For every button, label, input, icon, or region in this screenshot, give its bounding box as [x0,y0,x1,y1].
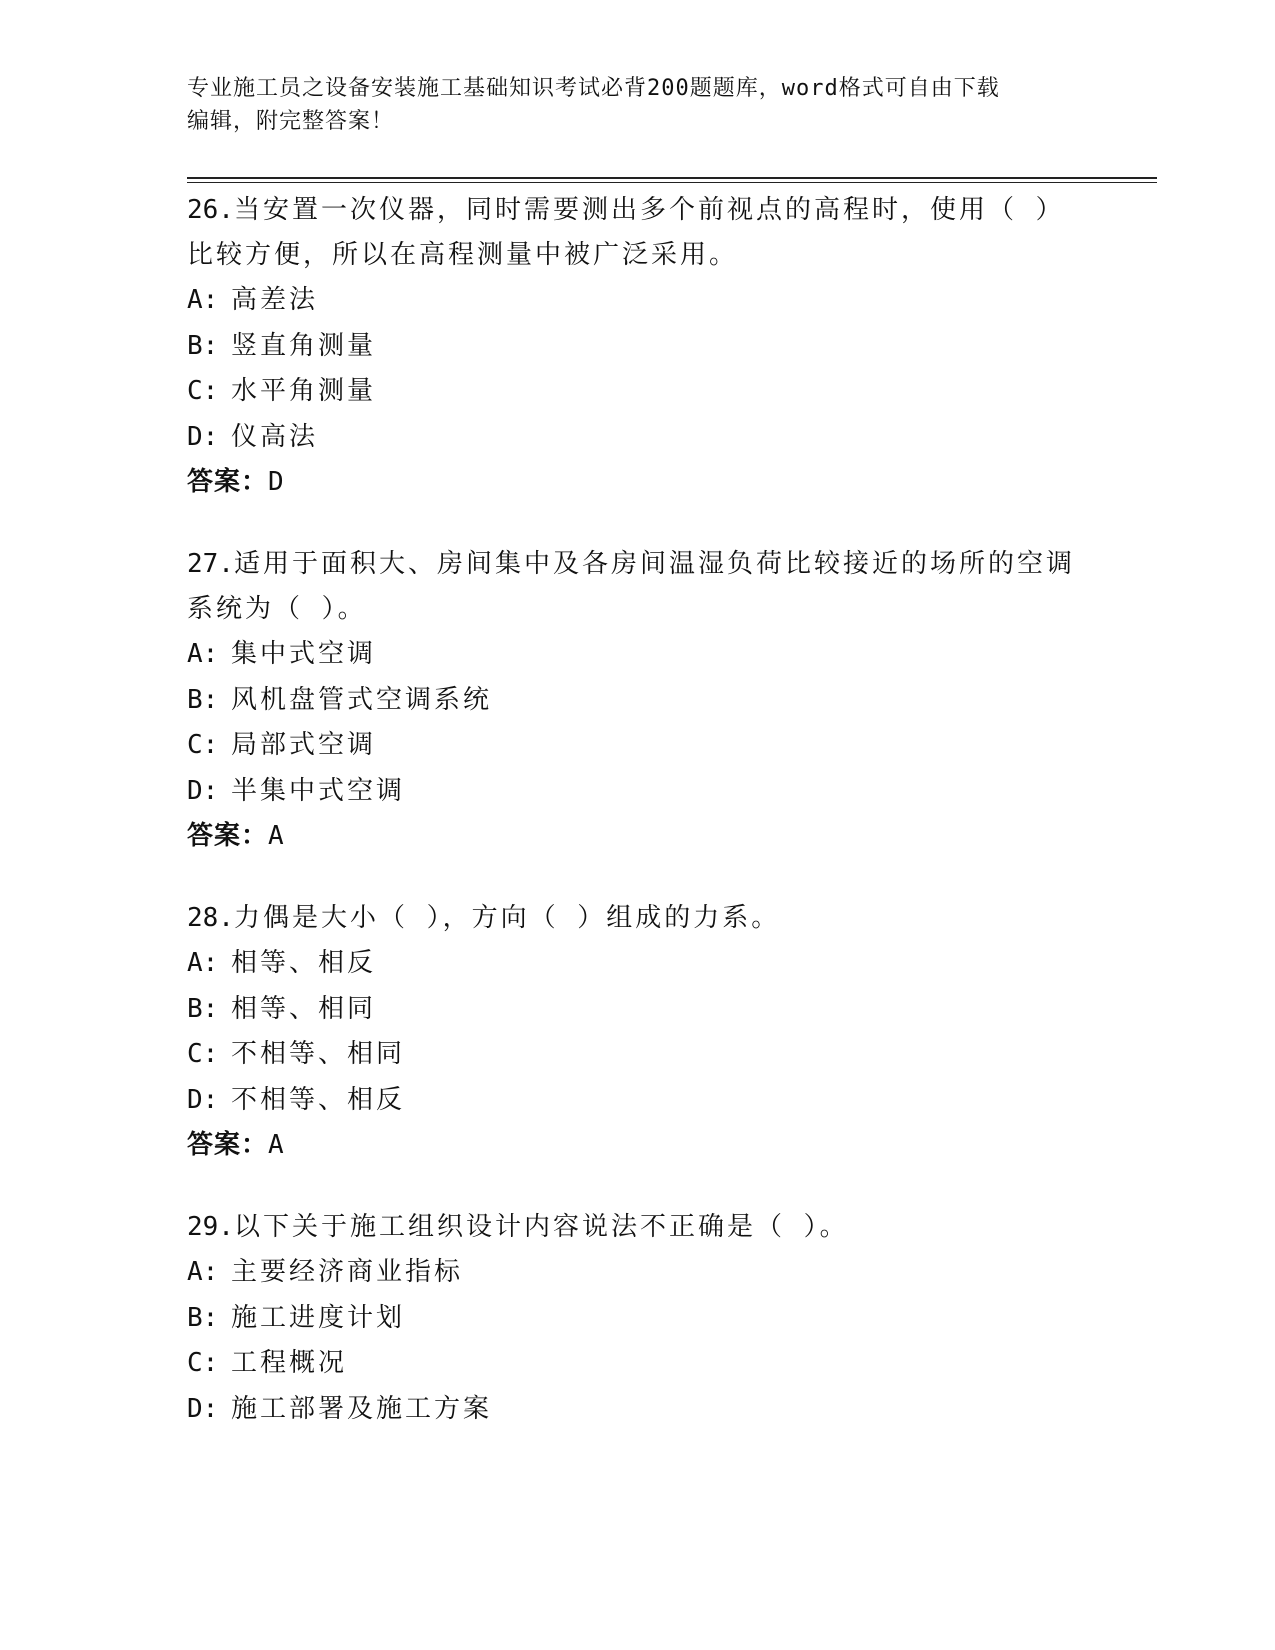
option-d [187,1387,1087,1433]
option-key: A: [187,1257,219,1287]
option-b [187,987,1087,1033]
question-text-line-1: 以下关于施工组织设计内容说法不正确是（ ）。 [233,1212,849,1242]
header-title-line-2: 编辑，附完整答案！ [187,109,395,134]
option-key: C: [187,1039,219,1069]
option-text: 水平角测量 [231,376,377,406]
option-d [187,415,1087,461]
option-a [187,632,1087,678]
option-key: C: [187,730,219,760]
option-text: 施工进度计划 [231,1302,406,1333]
option-text: 工程概况 [231,1348,348,1378]
option-d [187,1078,1087,1124]
question-27 [187,542,1087,859]
header-divider-thick [187,177,1157,179]
question-29 [187,1205,1087,1432]
question-28 [187,896,1087,1168]
option-key: D: [187,775,219,806]
option-a [187,941,1087,987]
answer-line [187,814,1087,859]
question-stem [187,188,1087,233]
option-text: 半集中式空调 [231,775,406,806]
option-c [187,1341,1087,1387]
option-key: A: [187,285,219,315]
option-key: D: [187,1393,219,1424]
answer-label: 答案： [187,1130,269,1160]
question-text-line-2: 比较方便，所以在高程测量中被广泛采用。 [187,240,739,270]
question-number: 26. [187,195,234,225]
option-text: 施工部署及施工方案 [231,1393,493,1424]
option-text: 局部式空调 [231,730,377,760]
question-number: 27. [187,549,234,579]
question-text-line-1: 力偶是大小（ ），方向（ ）组成的力系。 [233,903,781,933]
header-title-line-1: 专业施工员之设备安装施工基础知识考试必背200题题库，word格式可自由下载 [187,76,1000,101]
document-header [187,72,1067,138]
option-text: 不相等、相同 [231,1039,406,1069]
question-26 [187,188,1087,505]
question-stem [187,542,1087,587]
option-b [187,1296,1087,1342]
option-key: B: [187,1302,219,1333]
header-divider-thin [187,182,1157,183]
option-key: D: [187,1084,219,1115]
question-stem [187,896,1087,941]
option-a [187,1250,1087,1296]
question-list [187,188,1087,1469]
option-text: 竖直角测量 [231,330,377,361]
answer-line [187,460,1087,505]
option-key: D: [187,421,219,452]
option-d [187,769,1087,815]
option-b [187,324,1087,370]
option-c [187,369,1087,415]
question-number: 28. [187,903,234,933]
option-c [187,723,1087,769]
answer-label: 答案： [187,821,269,851]
answer-value: D [268,467,285,497]
question-text-line-1: 当安置一次仪器，同时需要测出多个前视点的高程时，使用（ ） [233,195,1065,225]
question-text-line-2: 系统为（ ）。 [187,594,367,624]
option-text: 不相等、相反 [231,1084,406,1115]
option-a [187,278,1087,324]
option-text: 风机盘管式空调系统 [231,684,493,715]
option-c [187,1032,1087,1078]
option-text: 相等、相同 [231,993,377,1024]
option-key: C: [187,1348,219,1378]
option-text: 相等、相反 [231,948,377,978]
option-text: 高差法 [231,285,319,315]
question-number: 29. [187,1212,234,1242]
option-key: B: [187,330,219,361]
option-key: B: [187,684,219,715]
answer-value: A [268,1130,285,1160]
option-text: 主要经济商业指标 [231,1257,464,1287]
option-text: 集中式空调 [231,639,377,669]
option-key: A: [187,639,219,669]
question-text-line-1: 适用于面积大、房间集中及各房间温湿负荷比较接近的场所的空调 [233,549,1075,579]
option-text: 仪高法 [231,421,319,452]
option-key: A: [187,948,219,978]
option-key: C: [187,376,219,406]
answer-line [187,1123,1087,1168]
option-key: B: [187,993,219,1024]
question-stem [187,1205,1087,1250]
option-b [187,678,1087,724]
answer-label: 答案： [187,467,269,497]
answer-value: A [268,821,285,851]
